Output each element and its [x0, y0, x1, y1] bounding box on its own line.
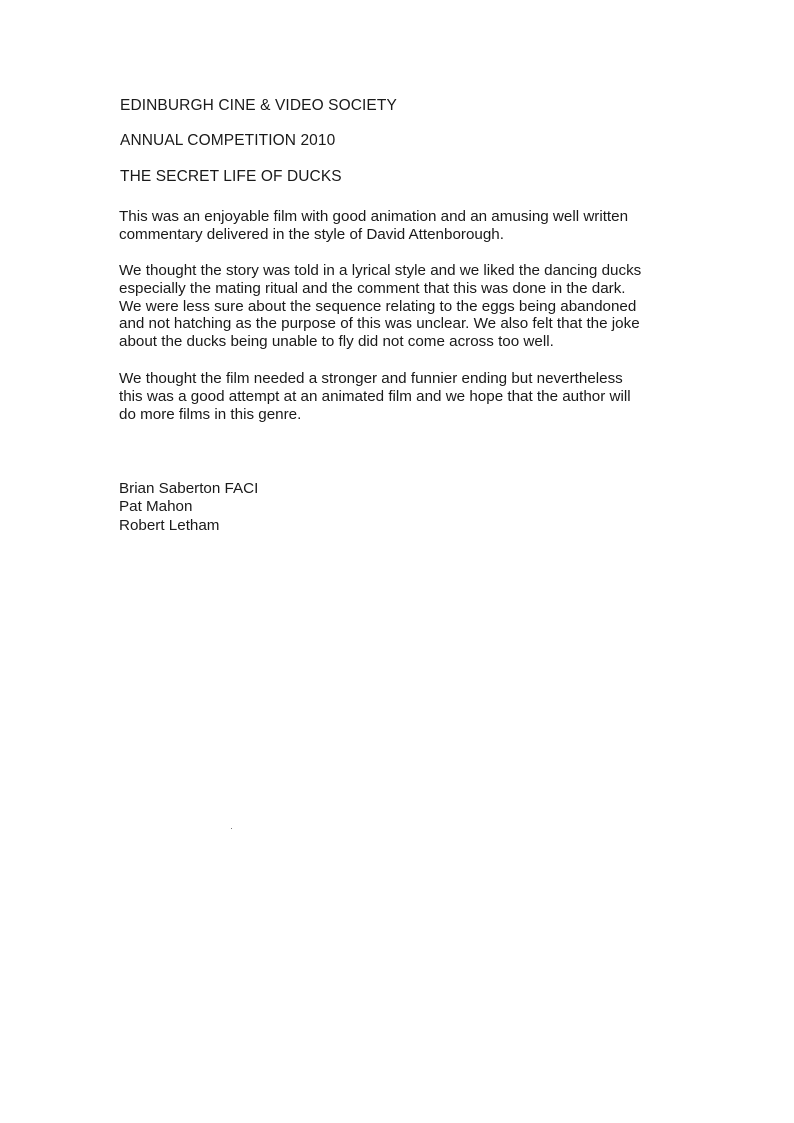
judges-list: [119, 480, 258, 535]
paragraph-line: do more films in this genre.: [119, 405, 302, 423]
paragraph-intro: [119, 208, 679, 244]
society-heading: EDINBURGH CINE & VIDEO SOCIETY: [120, 97, 397, 114]
competition-heading: ANNUAL COMPETITION 2010: [120, 132, 336, 149]
paragraph-line: especially the mating ritual and the comment that this was done in the dark.: [119, 279, 626, 297]
paragraph-line: This was an enjoyable film with good animation and an amusing well written: [119, 208, 629, 225]
paragraph-line: about the ducks being unable to fly did not come across too well.: [119, 333, 554, 351]
judge-name: Robert Letham: [119, 516, 220, 534]
paragraph-line: this was a good attempt at an animated film and we hope that the author will: [119, 387, 631, 405]
film-title-heading: THE SECRET LIFE OF DUCKS: [120, 168, 342, 185]
scan-speck: [231, 828, 232, 829]
paragraph-line: We were less sure about the sequence relating to the eggs being abandoned: [119, 297, 637, 315]
paragraph-line: We thought the film needed a stronger and funnier ending but nevertheless: [119, 370, 623, 387]
paragraph-story: [119, 262, 679, 351]
paragraph-line: We thought the story was told in a lyrical style and we liked the dancing ducks: [119, 262, 642, 279]
paragraph-ending: [119, 370, 679, 423]
paragraph-line: and not hatching as the purpose of this was unclear. We also felt that the joke: [119, 315, 640, 333]
paragraph-line: commentary delivered in the style of David Attenborough.: [119, 225, 504, 243]
judge-name: Pat Mahon: [119, 498, 193, 516]
judge-name: Brian Saberton FACI: [119, 480, 259, 497]
